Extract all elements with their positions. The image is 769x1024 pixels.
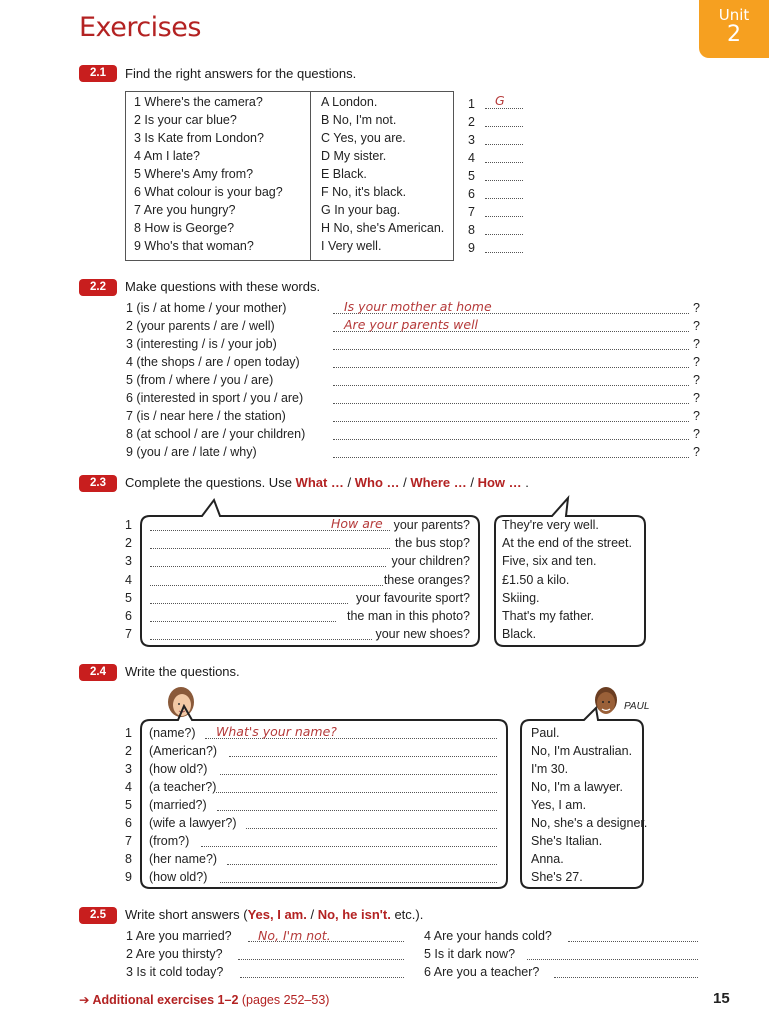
answer-line <box>333 356 689 368</box>
item-number: 4 <box>125 572 132 587</box>
keyword-what: What … <box>295 475 344 490</box>
answer-option: C Yes, you are. <box>321 131 406 145</box>
question-item: 1 Where's the camera? <box>134 95 263 109</box>
prompt-text: (how old?) <box>149 870 208 884</box>
keyword-who: Who … <box>354 475 400 490</box>
reply-text: No, she's a designer. <box>531 816 648 830</box>
short-question: 6 Are you a teacher? <box>424 965 540 979</box>
answer-line <box>333 374 689 386</box>
keyword-yes: Yes, I am. <box>247 907 307 922</box>
question-mark: ? <box>693 445 700 459</box>
instruction-text: Write short answers ( <box>125 907 248 922</box>
short-question: 3 Is it cold today? <box>126 965 224 979</box>
exercise-badge-2-4: 2.4 <box>79 664 117 681</box>
example-answer-2-4: What's your name? <box>216 724 337 739</box>
answer-line <box>201 835 497 847</box>
question-item: 3 Is Kate from London? <box>134 131 264 145</box>
exercise-badge-2-2: 2.2 <box>79 279 117 296</box>
answer-line <box>333 338 689 350</box>
keyword-how: How … <box>477 475 522 490</box>
page-title: Exercises <box>79 12 201 43</box>
item-number: 7 <box>125 834 132 848</box>
match-number: 9 <box>468 241 475 255</box>
item-number: 6 <box>125 816 132 830</box>
exercise-instruction-2-1: Find the right answers for the questions. <box>125 66 357 81</box>
answer-option: A London. <box>321 95 378 109</box>
example-answer-2-5: No, I'm not. <box>258 928 331 943</box>
example-answer-2-3: How are <box>331 516 383 531</box>
prompt-text: (how old?) <box>149 762 208 776</box>
answer-line <box>150 574 383 586</box>
question-ending: your favourite sport? <box>356 590 470 605</box>
answer-blank <box>485 151 523 163</box>
item-number: 5 <box>125 590 132 605</box>
match-number: 6 <box>468 187 475 201</box>
answer-option: D My sister. <box>321 149 387 163</box>
question-mark: ? <box>693 409 700 423</box>
answer-line <box>217 799 497 811</box>
answer-line <box>150 628 372 640</box>
separator: / <box>343 475 355 490</box>
reply-text: I'm 30. <box>531 762 569 776</box>
question-item: 4 Am I late? <box>134 149 201 163</box>
question-item: 5 Where's Amy from? <box>134 167 254 181</box>
reply-text: She's 27. <box>531 870 583 884</box>
reply-text: £1.50 a kilo. <box>502 572 570 587</box>
reply-text: Five, six and ten. <box>502 554 597 569</box>
question-item: 9 Who's that woman? <box>134 239 254 253</box>
answer-option: F No, it's black. <box>321 185 407 199</box>
question-ending: your new shoes? <box>375 627 470 642</box>
answer-option: G In your bag. <box>321 203 401 217</box>
phrase-item: 4 (the shops / are / open today) <box>126 355 300 369</box>
keyword-where: Where … <box>410 475 467 490</box>
reply-text: Anna. <box>531 852 564 866</box>
reply-text: Black. <box>502 627 537 642</box>
item-number: 2 <box>125 536 132 551</box>
separator: / <box>399 475 411 490</box>
item-number: 3 <box>125 762 132 776</box>
reply-text: No, I'm a lawyer. <box>531 780 623 794</box>
page-number: 15 <box>713 990 730 1007</box>
answer-blank <box>485 169 523 181</box>
exercise-badge-2-1: 2.1 <box>79 65 117 82</box>
question-item: 6 What colour is your bag? <box>134 185 283 199</box>
exercise-badge-2-5: 2.5 <box>79 907 117 924</box>
phrase-item: 9 (you / are / late / why) <box>126 445 257 459</box>
link-text: Additional exercises 1–2 <box>92 993 239 1007</box>
answer-blank <box>485 133 523 145</box>
answer-line <box>527 948 698 960</box>
exercise-badge-2-3: 2.3 <box>79 475 117 492</box>
question-mark: ? <box>693 319 700 333</box>
item-number: 4 <box>125 780 132 794</box>
phrase-item: 7 (is / near here / the station) <box>126 409 286 423</box>
short-question: 4 Are your hands cold? <box>424 929 552 943</box>
unit-tab <box>699 0 769 58</box>
prompt-text: (married?) <box>149 798 207 812</box>
example-answer: G <box>495 93 505 108</box>
answer-option: E Black. <box>321 167 367 181</box>
match-number: 1 <box>468 97 475 111</box>
question-ending: the bus stop? <box>394 536 470 551</box>
answer-line <box>240 966 404 978</box>
exercise-instruction-2-5 <box>125 907 423 922</box>
prompt-text: (wife a lawyer?) <box>149 816 237 830</box>
prompt-text: (a teacher?) <box>149 780 217 794</box>
answer-line <box>333 392 689 404</box>
answer-line <box>150 592 348 604</box>
person-label: PAUL <box>624 701 650 712</box>
answer-line <box>554 966 698 978</box>
answer-line <box>568 930 698 942</box>
example-answer: Is your mother at home <box>344 299 492 314</box>
answer-line <box>150 555 386 567</box>
answer-line <box>220 871 497 883</box>
phrase-item: 3 (interesting / is / your job) <box>126 337 277 351</box>
question-ending: the man in this photo? <box>347 609 470 623</box>
reply-text: Paul. <box>531 726 560 740</box>
answer-line <box>333 446 689 458</box>
question-ending: these oranges? <box>383 572 470 587</box>
match-number: 4 <box>468 151 475 165</box>
item-number: 8 <box>125 852 132 866</box>
answer-blank <box>485 241 523 253</box>
answer-blank <box>485 187 523 199</box>
phrase-item: 2 (your parents / are / well) <box>126 319 275 333</box>
arrow-right-icon: ➔ <box>79 993 90 1007</box>
instruction-end: etc.). <box>390 907 424 922</box>
exercise-instruction-2-2: Make questions with these words. <box>125 279 321 294</box>
answer-line <box>333 410 689 422</box>
question-ending: your children? <box>391 554 470 569</box>
question-ending: your parents? <box>393 518 470 532</box>
answer-line <box>229 745 497 757</box>
answer-line <box>150 610 336 622</box>
prompt-text: (from?) <box>149 834 190 848</box>
prompt-text: (name?) <box>149 726 196 740</box>
answer-line <box>150 537 390 549</box>
match-number: 3 <box>468 133 475 147</box>
phrase-item: 6 (interested in sport / you / are) <box>126 391 304 405</box>
phrase-item: 8 (at school / are / your children) <box>126 427 306 441</box>
phrase-item: 1 (is / at home / your mother) <box>126 301 287 315</box>
match-number: 8 <box>468 223 475 237</box>
instruction-end: . <box>521 475 529 490</box>
reply-text: No, I'm Australian. <box>531 744 633 758</box>
question-mark: ? <box>693 301 700 315</box>
question-item: 8 How is George? <box>134 221 235 235</box>
answer-line <box>227 853 497 865</box>
answer-blank <box>485 223 523 235</box>
answer-line <box>216 781 497 793</box>
instruction-text: Complete the questions. Use <box>125 475 296 490</box>
example-answer: Are your parents well <box>344 317 479 332</box>
answer-line <box>220 763 497 775</box>
match-number: 5 <box>468 169 475 183</box>
matching-divider <box>310 91 311 261</box>
link-pages: (pages 252–53) <box>238 993 330 1007</box>
item-number: 6 <box>125 609 132 623</box>
question-mark: ? <box>693 337 700 351</box>
question-item: 7 Are you hungry? <box>134 203 236 217</box>
separator: / <box>466 475 478 490</box>
phrase-item: 5 (from / where / you / are) <box>126 373 274 387</box>
reply-text: She's Italian. <box>531 834 603 848</box>
answer-option: H No, she's American. <box>321 221 445 235</box>
item-number: 1 <box>125 726 132 740</box>
prompt-text: (her name?) <box>149 852 218 866</box>
answer-line <box>246 817 497 829</box>
match-number: 2 <box>468 115 475 129</box>
match-number: 7 <box>468 205 475 219</box>
item-number: 7 <box>125 627 132 642</box>
unit-label: Unit <box>718 6 750 24</box>
answer-option: B No, I'm not. <box>321 113 397 127</box>
question-mark: ? <box>693 391 700 405</box>
reply-text: At the end of the street. <box>502 536 632 551</box>
short-question: 1 Are you married? <box>126 929 232 943</box>
answer-option: I Very well. <box>321 239 382 253</box>
short-question: 2 Are you thirsty? <box>126 947 223 961</box>
question-item: 2 Is your car blue? <box>134 113 237 127</box>
answer-line <box>333 428 689 440</box>
reply-text: That's my father. <box>502 609 595 623</box>
exercise-instruction-2-4: Write the questions. <box>125 664 240 679</box>
answer-line <box>238 948 404 960</box>
item-number: 2 <box>125 744 132 758</box>
item-number: 1 <box>125 518 132 532</box>
prompt-text: (American?) <box>149 744 218 758</box>
reply-text: Yes, I am. <box>531 798 587 812</box>
reply-text: Skiing. <box>502 590 540 605</box>
item-number: 3 <box>125 554 132 569</box>
item-number: 9 <box>125 870 132 884</box>
item-number: 5 <box>125 798 132 812</box>
keyword-no: No, he isn't. <box>317 907 391 922</box>
short-question: 5 Is it dark now? <box>424 947 516 961</box>
additional-exercises-link[interactable] <box>79 992 329 1007</box>
question-mark: ? <box>693 427 700 441</box>
reply-text: They're very well. <box>502 518 599 532</box>
exercise-instruction-2-3 <box>125 475 529 490</box>
question-mark: ? <box>693 373 700 387</box>
answer-blank <box>485 115 523 127</box>
question-mark: ? <box>693 355 700 369</box>
separator: / <box>306 907 318 922</box>
answer-blank <box>485 205 523 217</box>
unit-number: 2 <box>727 22 741 47</box>
